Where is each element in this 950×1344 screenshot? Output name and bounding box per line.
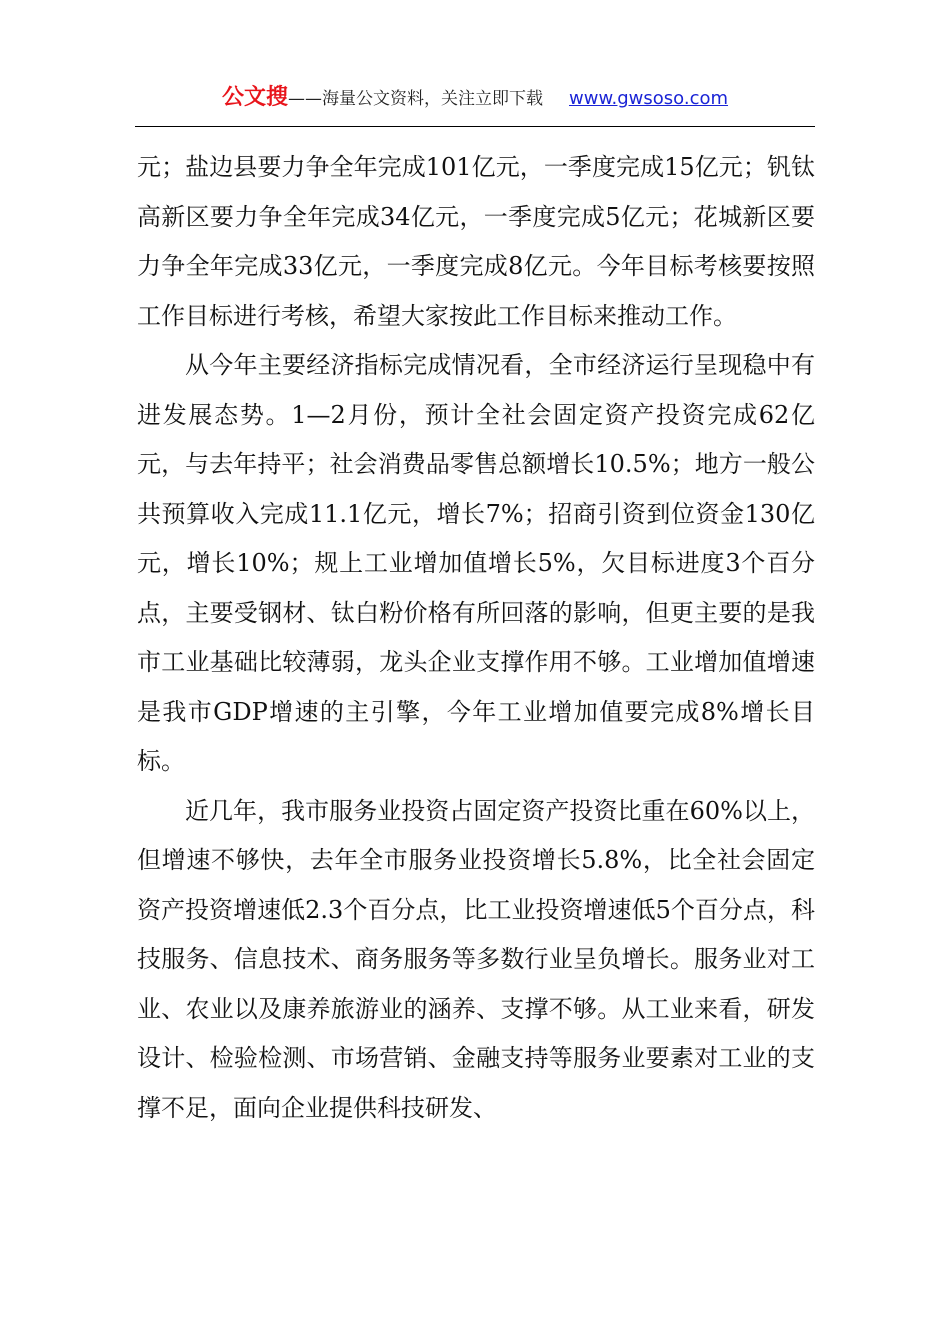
page-header [0,80,950,112]
website-link[interactable]: www.gwsoso.com [569,88,729,109]
document-body [137,143,815,1133]
paragraph-continued: 元；盐边县要力争全年完成101亿元，一季度完成15亿元；钒钛高新区要力争全年完成34亿元，一季度完成5亿元；花城新区要力争全年完成33亿元，一季度完成8亿元。今年目标考核要按照工作目标进行考核，希望大家按此工作目标来推动工作。 [137,153,815,330]
header-divider [135,126,815,127]
brand-logo-text: 公文搜 [221,85,288,110]
paragraph-economic-indicators: 从今年主要经济指标完成情况看，全市经济运行呈现稳中有进发展态势。1—2月份，预计全社会固定资产投资完成62亿元，与去年持平；社会消费品零售总额增长10.5%；地方一般公共预算收入完成11.1亿元，增长7%；招商引资到位资金130亿元，增长10%；规上工业增加值增长5%，欠目标进度3个百分点，主要受钢材、钛白粉价格有所回落的影响，但更主要的是我市工业基础比较薄弱，龙头企业支撑作用不够。工业增加值增速是我市GDP增速的主引擎，今年工业增加值要完成8%增长目标。 [137,351,815,775]
header-slogan: ——海量公文资料，关注立即下载 [288,89,543,109]
paragraph-service-industry: 近几年，我市服务业投资占固定资产投资比重在60%以上，但增速不够快，去年全市服务业投资增长5.8%，比全社会固定资产投资增速低2.3个百分点，比工业投资增速低5个百分点，科技服务、信息技术、商务服务等多数行业呈负增长。服务业对工业、农业以及康养旅游业的涵养、支撑不够。从工业来看，研发设计、检验检测、市场营销、金融支持等服务业要素对工业的支撑不足，面向企业提供科技研发、 [137,796,815,1122]
